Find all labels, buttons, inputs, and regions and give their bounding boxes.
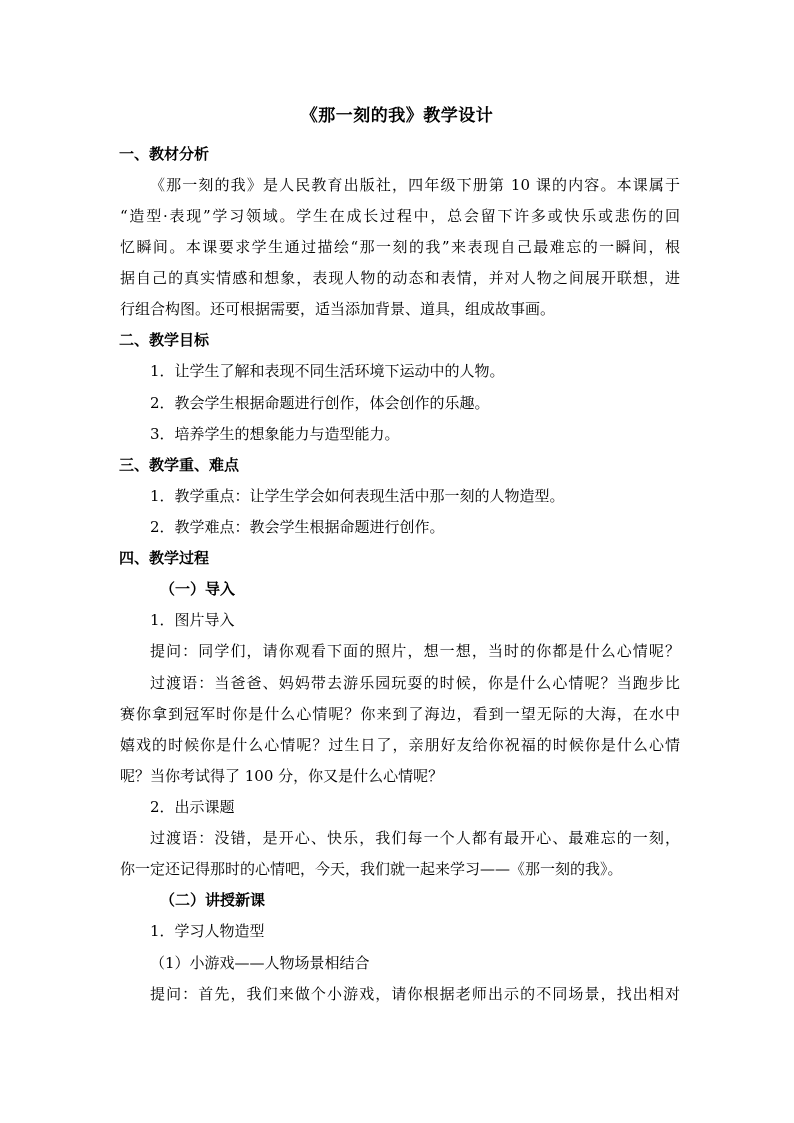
section-heading-goals: 二、教学目标 (119, 331, 210, 349)
key-point-item: 1．教学重点：让学生学会如何表现生活中那一刻的人物造型。 (150, 487, 565, 505)
section-heading-analysis: 一、教材分析 (119, 145, 210, 163)
process-question: 提问：同学们，请你观看下面的照片，想一想，当时的你都是什么心情呢？ (150, 642, 680, 660)
analysis-line: 《那一刻的我》是人民教育出版社，四年级下册第 10 课的内容。本课属于 (150, 176, 680, 194)
process-step: 2．出示课题 (150, 798, 235, 816)
analysis-line: 行组合构图。还可根据需要，适当添加背景、道具，组成故事画。 (120, 300, 556, 318)
transition-line: 呢？当你考试得了 100 分，你又是什么心情呢？ (120, 767, 444, 785)
goal-item: 3．培养学生的想象能力与造型能力。 (150, 425, 400, 443)
process-question: 提问：首先，我们来做个小游戏，请你根据老师出示的不同场景，找出相对 (150, 985, 680, 1003)
process-step: 1．图片导入 (150, 611, 235, 629)
analysis-line: 忆瞬间。本课要求学生通过描绘“那一刻的我”来表现自己最难忘的一瞬间，根 (120, 238, 680, 256)
process-part-heading: （二）讲授新课 (160, 891, 266, 909)
transition-line: 过渡语：当爸爸、妈妈带去游乐园玩耍的时候，你是什么心情呢？当跑步比 (150, 674, 680, 692)
process-part-heading: （一）导入 (160, 580, 236, 598)
document-title: 《那一刻的我》教学设计 (300, 106, 494, 126)
analysis-line: 据自己的真实情感和想象，表现人物的动态和表情，并对人物之间展开联想，进 (120, 269, 680, 287)
goal-item: 1．让学生了解和表现不同生活环境下运动中的人物。 (150, 362, 505, 380)
transition-line: 过渡语：没错，是开心、快乐，我们每一个人都有最开心、最难忘的一刻， (150, 829, 680, 847)
section-heading-key-points: 三、教学重、难点 (119, 456, 240, 474)
process-substep: （1）小游戏——人物场景相结合 (150, 954, 370, 972)
transition-line: 嬉戏的时候你是什么心情呢？过生日了，亲朋好友给你祝福的时候你是什么心情 (120, 736, 680, 754)
goal-item: 2．教会学生根据命题进行创作，体会创作的乐趣。 (150, 394, 490, 412)
key-point-item: 2．教学难点：教会学生根据命题进行创作。 (150, 518, 445, 536)
process-step: 1．学习人物造型 (150, 922, 265, 940)
analysis-line: “造型·表现”学习领域。学生在成长过程中，总会留下许多或快乐或悲伤的回 (120, 207, 680, 225)
transition-line: 赛你拿到冠军时你是什么心情呢？你来到了海边，看到一望无际的大海，在水中 (120, 705, 680, 723)
transition-line: 你一定还记得那时的心情吧，今天，我们就一起来学习——《那一刻的我》。 (120, 860, 623, 878)
section-heading-process: 四、教学过程 (119, 549, 210, 567)
